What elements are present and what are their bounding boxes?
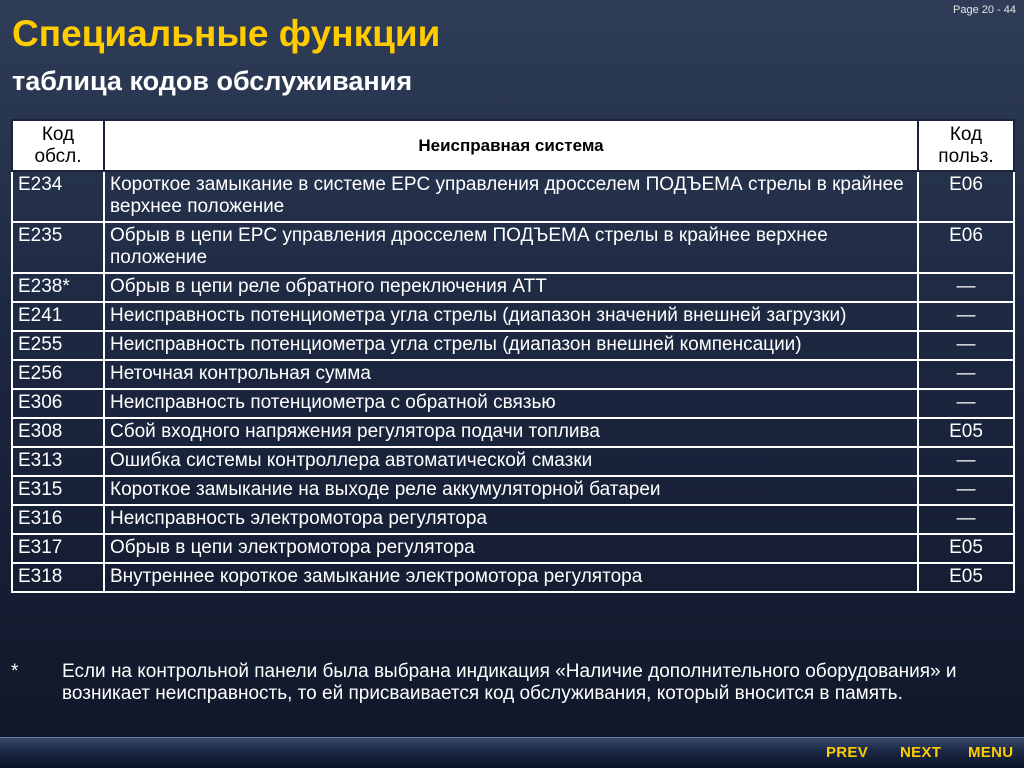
- faulty-system-cell: Короткое замыкание на выходе реле аккумуляторной батареи: [104, 476, 918, 505]
- service-code-cell: E235: [12, 222, 104, 273]
- service-code-cell: E308: [12, 418, 104, 447]
- table-row: [12, 418, 1014, 447]
- faulty-system-cell: Сбой входного напряжения регулятора подачи топлива: [104, 418, 918, 447]
- table-row: [12, 222, 1014, 273]
- header-service-code: Код обсл.: [12, 120, 104, 171]
- user-code-cell: E05: [918, 563, 1014, 592]
- faulty-system-cell: Неисправность электромотора регулятора: [104, 505, 918, 534]
- menu-button[interactable]: MENU: [968, 744, 1014, 761]
- service-code-cell: E234: [12, 171, 104, 222]
- faulty-system-cell: Короткое замыкание в системе EPC управления дросселем ПОДЪЕМА стрелы в крайнее верхнее положение: [104, 171, 918, 222]
- user-code-cell: —: [918, 505, 1014, 534]
- faulty-system-cell: Неисправность потенциометра угла стрелы (диапазон внешней компенсации): [104, 331, 918, 360]
- user-code-cell: —: [918, 389, 1014, 418]
- faulty-system-cell: Обрыв в цепи EPC управления дросселем ПОДЪЕМА стрелы в крайнее верхнее положение: [104, 222, 918, 273]
- footnote-text: Если на контрольной панели была выбрана индикация «Наличие дополнительного оборудования» и возникает неисправность, то ей присваивается код обслуживания, который вносится в память.: [62, 661, 957, 704]
- table-row: [12, 302, 1014, 331]
- header-faulty-system: Неисправная система: [104, 120, 918, 171]
- table-row: [12, 534, 1014, 563]
- faulty-system-cell: Обрыв в цепи электромотора регулятора: [104, 534, 918, 563]
- table-row: [12, 389, 1014, 418]
- service-code-cell: E315: [12, 476, 104, 505]
- user-code-cell: E05: [918, 418, 1014, 447]
- user-code-cell: —: [918, 360, 1014, 389]
- service-code-cell: E255: [12, 331, 104, 360]
- faulty-system-cell: Неисправность потенциометра с обратной связью: [104, 389, 918, 418]
- page-subtitle: таблица кодов обслуживания: [12, 66, 413, 96]
- table-row: [12, 563, 1014, 592]
- header-user-code: Код польз.: [918, 120, 1014, 171]
- table-row: [12, 476, 1014, 505]
- faulty-system-cell: Неисправность потенциометра угла стрелы (диапазон значений внешней загрузки): [104, 302, 918, 331]
- service-code-cell: E318: [12, 563, 104, 592]
- faulty-system-cell: Неточная контрольная сумма: [104, 360, 918, 389]
- table-row: [12, 273, 1014, 302]
- faulty-system-cell: Внутреннее короткое замыкание электромотора регулятора: [104, 563, 918, 592]
- user-code-cell: —: [918, 447, 1014, 476]
- table-header-row: [12, 120, 1014, 171]
- table-row: [12, 360, 1014, 389]
- user-code-cell: —: [918, 302, 1014, 331]
- service-code-cell: E313: [12, 447, 104, 476]
- service-code-cell: E256: [12, 360, 104, 389]
- faulty-system-cell: Обрыв в цепи реле обратного переключения ATT: [104, 273, 918, 302]
- service-code-cell: E238*: [12, 273, 104, 302]
- prev-button[interactable]: PREV: [826, 744, 869, 761]
- user-code-cell: —: [918, 331, 1014, 360]
- user-code-cell: —: [918, 273, 1014, 302]
- table-row: [12, 505, 1014, 534]
- user-code-cell: E05: [918, 534, 1014, 563]
- next-button[interactable]: NEXT: [900, 744, 942, 761]
- user-code-cell: —: [918, 476, 1014, 505]
- service-code-cell: E306: [12, 389, 104, 418]
- service-codes-table: [11, 119, 1015, 593]
- user-code-cell: E06: [918, 222, 1014, 273]
- faulty-system-cell: Ошибка системы контроллера автоматической смазки: [104, 447, 918, 476]
- navigation-bar: [0, 737, 1024, 768]
- footnote-mark: *: [11, 661, 19, 682]
- page-number: Page 20 - 44: [953, 4, 1016, 16]
- table-row: [12, 171, 1014, 222]
- user-code-cell: E06: [918, 171, 1014, 222]
- service-code-cell: E316: [12, 505, 104, 534]
- table-row: [12, 331, 1014, 360]
- service-code-cell: E317: [12, 534, 104, 563]
- page-title: Специальные функции: [12, 13, 441, 54]
- table-row: [12, 447, 1014, 476]
- service-code-cell: E241: [12, 302, 104, 331]
